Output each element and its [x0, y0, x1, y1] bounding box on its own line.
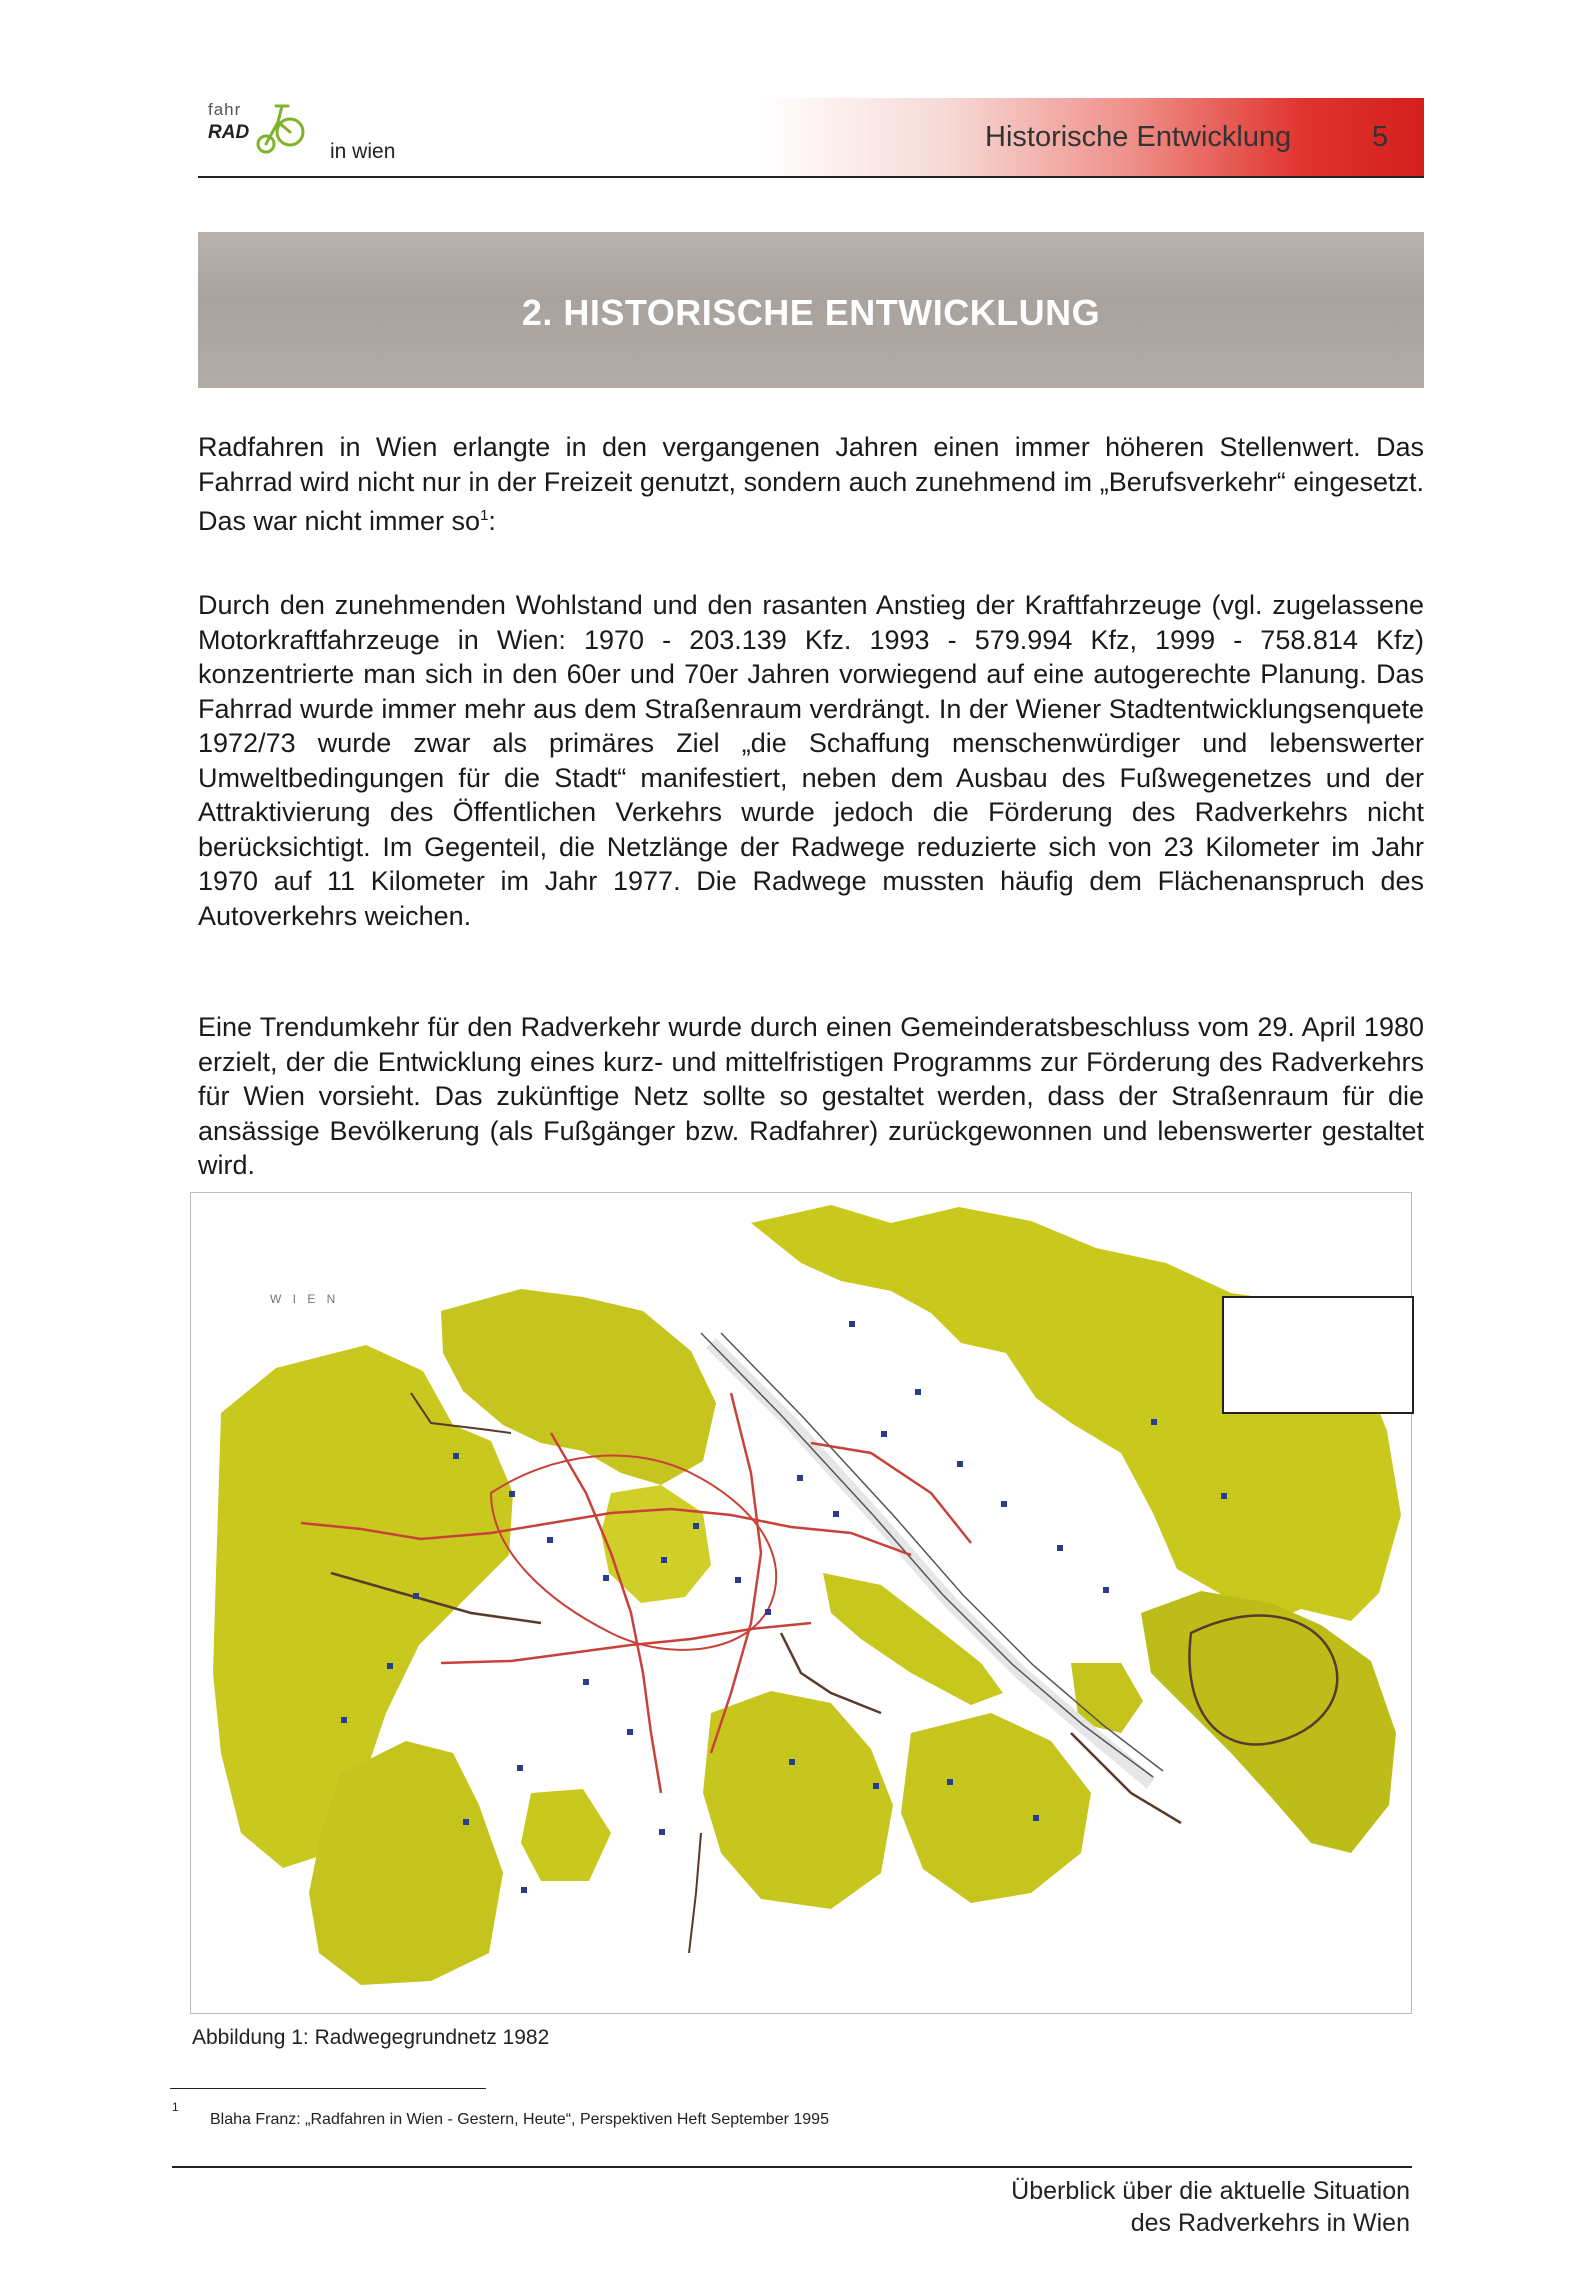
map-marker: [735, 1577, 741, 1583]
map-marker: [547, 1537, 553, 1543]
map-marker: [1221, 1493, 1227, 1499]
map-marker: [693, 1523, 699, 1529]
map-legend-box: [1222, 1296, 1414, 1414]
map-marker: [661, 1557, 667, 1563]
map-marker: [833, 1511, 839, 1517]
map-marker: [789, 1759, 795, 1765]
footnote-divider: [170, 2088, 486, 2089]
map-marker: [873, 1783, 879, 1789]
map-green-area-south: [703, 1691, 893, 1909]
paragraph-trend: Eine Trendumkehr für den Radverkehr wurde durch einen Gemeinderatsbeschluss vom 29. April 1980 erzielt, der die Entwicklung eines kurz- und mittelfristigen Programms zur Förderung des Radverkehrs für Wien vorsieht. Das zukünftige Netz sollte so gestaltet werden, dass der Straßenraum für die ansässige Bevölkerung (als Fußgänger bzw. Radfahrer) zurückgewonnen und lebenswerter gestaltet wird.: [198, 1012, 1424, 1180]
map-route-red: [441, 1623, 811, 1663]
map-marker: [797, 1475, 803, 1481]
footnote-mark: 1: [172, 2100, 179, 2114]
map-marker: [1033, 1815, 1039, 1821]
map-marker: [1057, 1545, 1063, 1551]
map-marker: [463, 1819, 469, 1825]
map-marker: [881, 1431, 887, 1437]
map-green-area-prater: [823, 1573, 1003, 1705]
map-marker: [341, 1717, 347, 1723]
map-marker: [1151, 1419, 1157, 1425]
map-marker: [765, 1609, 771, 1615]
map-marker: [915, 1389, 921, 1395]
map-green-area-southeast: [901, 1713, 1091, 1903]
footnote-ref[interactable]: 1: [480, 507, 489, 524]
map-marker: [1103, 1587, 1109, 1593]
figure-caption: Abbildung 1: Radwegegrundnetz 1982: [192, 2026, 550, 2049]
paragraph-intro: [198, 430, 1424, 539]
map-marker: [957, 1461, 963, 1467]
map-marker: [603, 1575, 609, 1581]
map-title-label: W I E N: [270, 1292, 340, 1306]
brand-city: in wien: [330, 140, 396, 163]
footer-title-line-1: Überblick über die aktuelle Situation: [1011, 2177, 1410, 2205]
footer-title-line-2: des Radverkehrs in Wien: [1130, 2209, 1410, 2237]
map-marker: [849, 1321, 855, 1327]
map-route-red: [551, 1433, 661, 1793]
paragraph-intro-end: :: [488, 506, 496, 536]
map-green-area-patch-b: [521, 1789, 611, 1881]
logo-text-fahr: fahr: [208, 100, 242, 119]
map-marker: [947, 1779, 953, 1785]
map-marker: [583, 1679, 589, 1685]
header-divider: [198, 176, 1424, 178]
logo-text-rad: RAD: [208, 122, 250, 143]
map-marker: [627, 1729, 633, 1735]
footnote-text: Blaha Franz: „Radfahren in Wien - Gestern, Heute“, Perspektiven Heft September 1995: [210, 2111, 829, 2128]
section-label: Historische Entwicklung: [985, 121, 1292, 153]
map-green-area-northeast: [751, 1205, 1401, 1629]
paragraph-history: Durch den zunehmenden Wohlstand und den rasanten Anstieg der Kraftfahrzeuge (vgl. zugelassene Motorkraftfahrzeuge in Wien: 1970 - 203.139 Kfz. 1993 - 579.994 Kfz, 1999 - 758.814 Kfz) konzentrierte man sich in den 60er und 70er Jahren vorwiegend auf eine autogerechte Planung. Das Fahrrad wurde immer mehr aus dem Straßenraum verdrängt. In der Wiener Stadtentwicklungsenquete 1972/73 wurde zwar als primäres Ziel „die Schaffung menschenwürdiger und lebenswerter Umweltbedingungen für die Stadt“ manifestiert, neben dem Ausbau des Fußwegenetzes und der Attraktivierung des Öffentlichen Verkehrs wurde jedoch die Förderung des Radverkehrs nicht berücksichtigt. Im Gegenteil, die Netzlänge der Radwege reduzierte sich von 23 Kilometer im Jahr 1970 auf 11 Kilometer im Jahr 1977. Die Radwege mussten häufig dem Flächenanspruch des Autoverkehrs weichen.: [198, 590, 1424, 931]
map-marker: [659, 1829, 665, 1835]
map-green-area-east: [1141, 1591, 1396, 1853]
map-marker: [453, 1453, 459, 1459]
page-number: 5: [1372, 121, 1389, 153]
map-marker: [509, 1491, 515, 1497]
paragraph-intro-text: Radfahren in Wien erlangte in den vergangenen Jahren einen immer höheren Stellenwert. Das Fahrrad wird nicht nur in der Freizeit genutzt, sondern auch zunehmend im „Berufsverkehr“ eingesetzt. Das war nicht immer so: [198, 432, 1424, 536]
map-marker: [413, 1593, 419, 1599]
map-marker: [1001, 1501, 1007, 1507]
map-marker: [387, 1663, 393, 1669]
footer-divider: [172, 2166, 1412, 2168]
map-route-dark: [689, 1833, 701, 1953]
map-marker: [521, 1887, 527, 1893]
chapter-title: 2. HISTORISCHE ENTWICKLUNG: [521, 292, 1101, 333]
map-marker: [517, 1765, 523, 1771]
map-green-area-center: [601, 1485, 711, 1603]
